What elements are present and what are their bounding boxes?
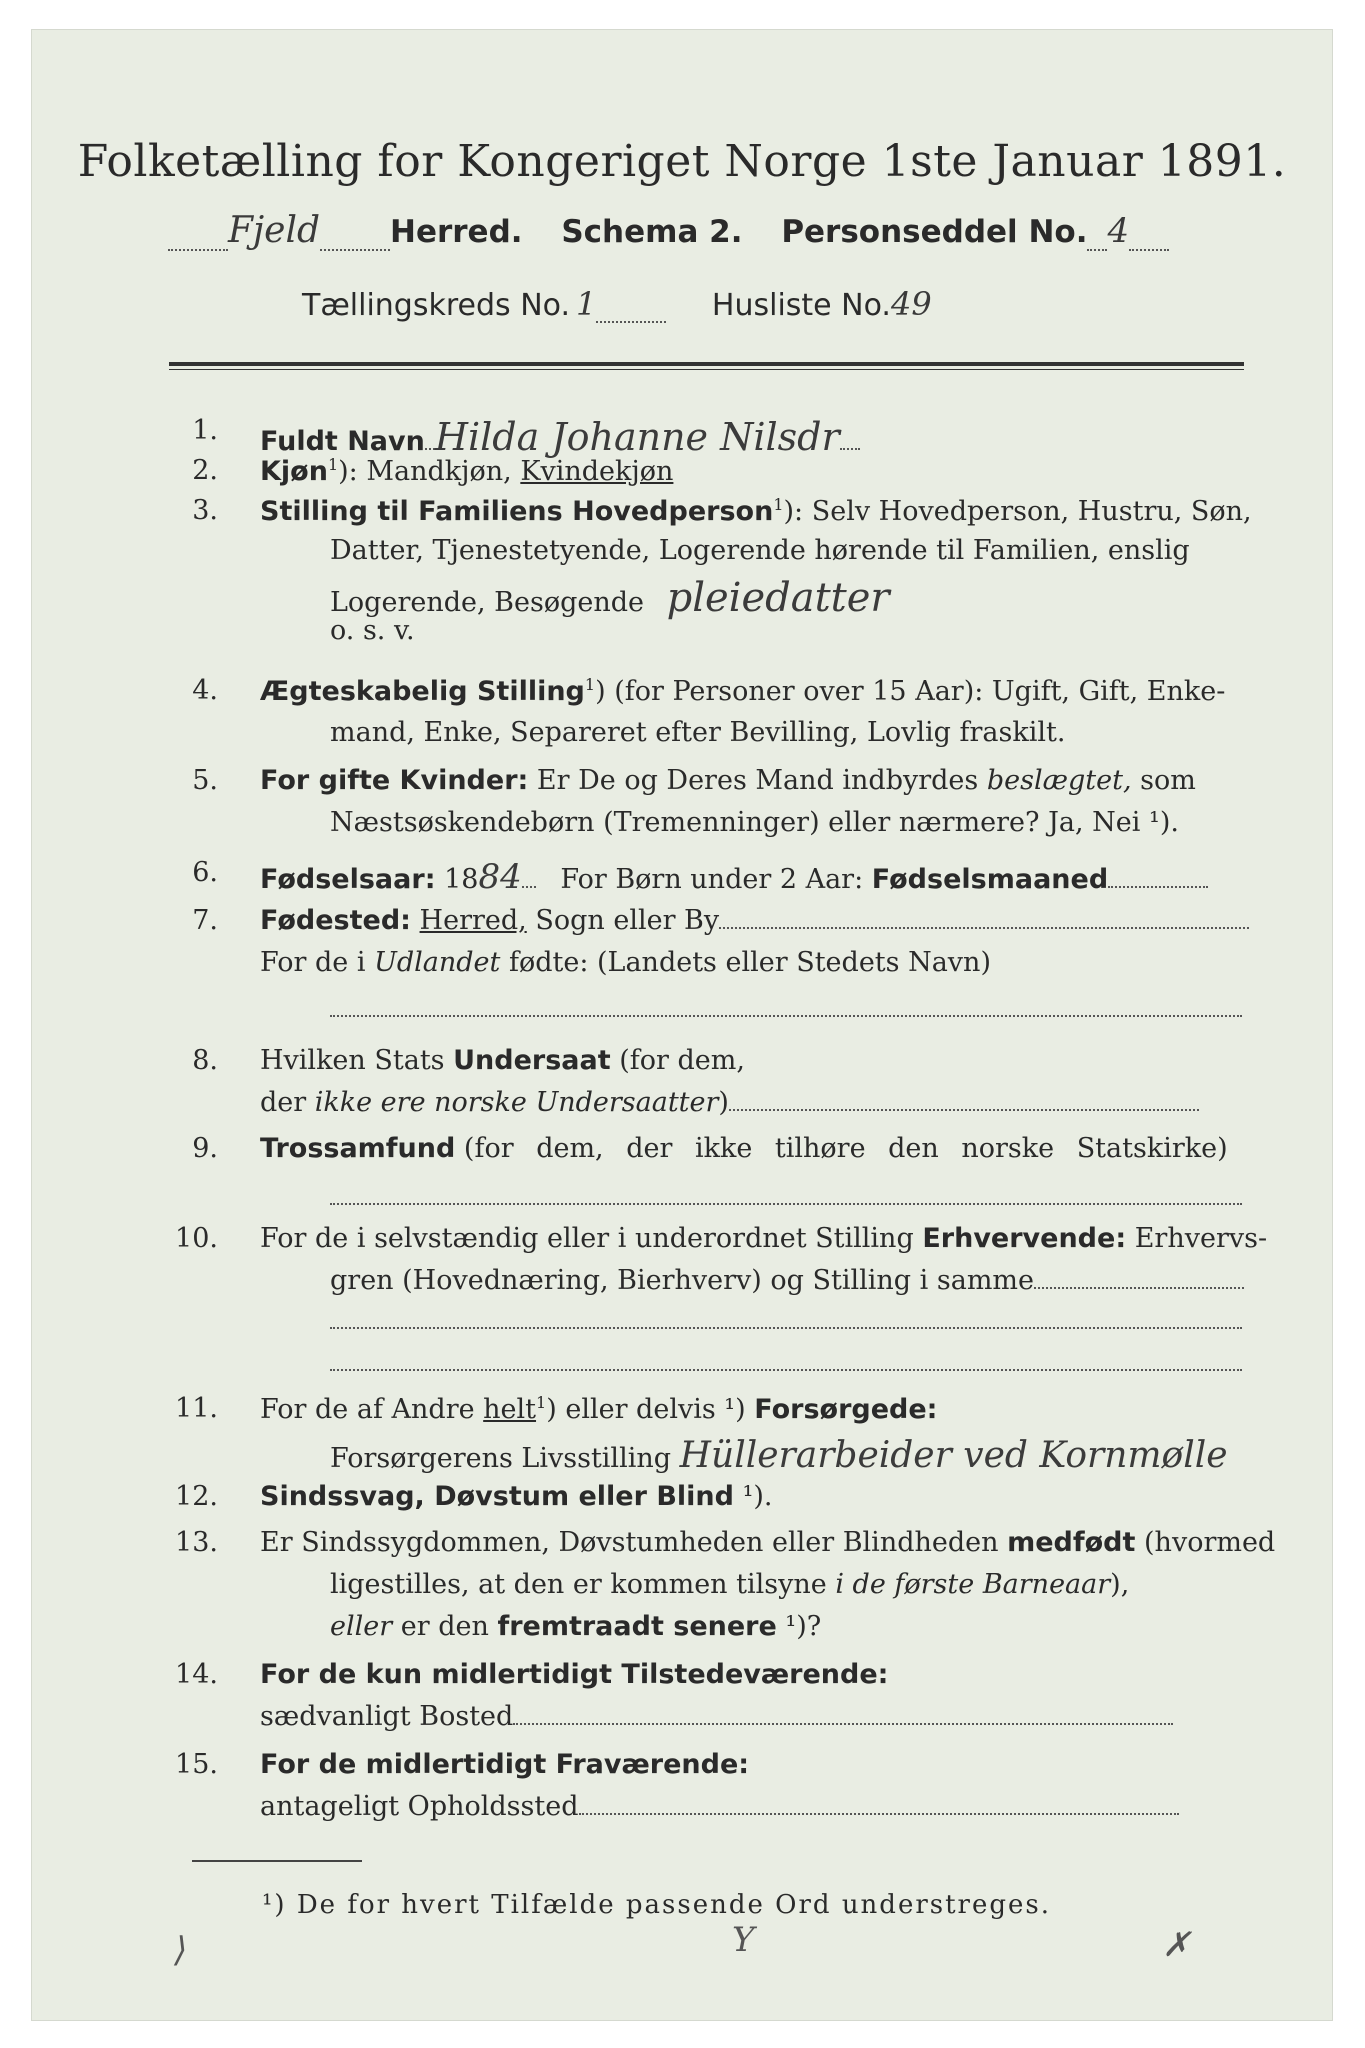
q10-line2: gren (Hovednæring, Bierhverv) og Stilling i samme	[330, 1265, 1035, 1296]
question-7-line2	[162, 947, 1242, 987]
q13-label2: fremtraadt senere	[497, 1611, 777, 1642]
q5-line2: Næstsøskendebørn (Tremenninger) eller nærmere? Ja, Nei ¹).	[330, 807, 1179, 838]
header-divider	[169, 362, 1244, 370]
q9-text: (for dem, der ikke tilhøre den norske Statskirke)	[463, 1133, 1228, 1164]
q3-sup: 1	[773, 495, 784, 514]
kreds-line	[302, 285, 932, 335]
kreds-no: 1	[576, 285, 597, 323]
q5-line1a: Er De og Deres Mand indbyrdes	[536, 765, 979, 796]
footnote: ¹) De for hvert Tilfælde passende Ord understreges.	[262, 1890, 1052, 1920]
q5-number: 5.	[192, 765, 218, 796]
q4-line1: ) (for Personer over 15 Aar): Ugift, Gift, Enke-	[595, 676, 1226, 707]
q3-line2: Datter, Tjenestetyende, Logerende hørende til Familien, enslig	[330, 535, 1190, 566]
q3-value: pleiedatter	[666, 575, 890, 621]
pencil-mark-right: ✗	[1162, 1925, 1191, 1965]
q6-label2: Fødselsmaaned	[871, 864, 1109, 895]
q3-line1: ): Selv Hovedperson, Hustru, Søn,	[783, 496, 1252, 527]
husliste-no: 49	[890, 285, 932, 323]
pencil-mark-left: ⟩	[174, 1930, 188, 1970]
question-8-line2: der ikke ere norske Undersaatter)	[162, 1087, 1242, 1127]
q11-number: 11.	[175, 1393, 218, 1424]
q10-number: 10.	[175, 1223, 218, 1254]
q15-line2: antageligt Opholdssted	[260, 1791, 579, 1822]
footnote-divider	[192, 1860, 362, 1862]
q6-prefix: 18	[444, 864, 479, 895]
q13-label: medfødt	[1007, 1527, 1136, 1558]
q1-label: Fuldt Navn	[260, 426, 425, 457]
q11-line2: Forsørgerens Livsstilling	[330, 1443, 672, 1474]
q14-label: For de kun midlertidigt Tilstedeværende:	[260, 1659, 889, 1690]
q2-label: Kjøn	[260, 456, 328, 487]
q5-label: For gifte Kvinder:	[260, 765, 529, 796]
q4-number: 4.	[192, 675, 218, 706]
pencil-mark-center: Y	[732, 1920, 755, 1960]
q3-line4: o. s. v.	[330, 615, 415, 646]
q4-label: Ægteskabelig Stilling	[260, 676, 585, 707]
q7-number: 7.	[192, 905, 218, 936]
q6-number: 6.	[192, 857, 218, 888]
question-5	[162, 765, 1242, 805]
q10-dots	[1034, 1287, 1244, 1289]
q7-text: Sogn eller By	[535, 905, 720, 936]
question-11-line2	[162, 1435, 1242, 1475]
herred-line	[168, 210, 1242, 270]
q2-text: ): Mandkjøn,	[338, 456, 512, 487]
q4-sup: 1	[584, 675, 596, 694]
q2-number: 2.	[192, 455, 218, 486]
q3-label: Stilling til Familiens Hovedperson	[260, 496, 774, 527]
personseddel-dots-2	[1129, 223, 1169, 251]
question-13-line2: ligestilles, at den er kommen tilsyne i de første Barneaar),	[330, 1569, 1130, 1600]
q13-text: Er Sindssygdommen, Døvstumheden eller Blindheden	[260, 1527, 999, 1558]
question-9	[162, 1133, 1242, 1173]
q15-dots	[579, 1813, 1179, 1815]
q14-dots	[513, 1723, 1173, 1725]
q7-label: Fødested:	[260, 905, 411, 936]
question-1	[162, 415, 1242, 459]
kreds-label: Tællingskreds No.	[302, 288, 570, 323]
q10-text2: Erhvervs-	[1134, 1223, 1268, 1254]
q14-number: 14.	[175, 1659, 218, 1690]
question-3-line2	[162, 535, 1242, 575]
q6-label: Fødselsaar:	[260, 864, 436, 895]
q2-sup: 1	[327, 455, 339, 474]
q8-line2a: der	[260, 1087, 307, 1118]
q9-answer-line	[330, 1203, 1242, 1205]
q15-label: For de midlertidigt Fraværende:	[260, 1749, 750, 1780]
q3-number: 3.	[192, 495, 218, 526]
q12-label: Sindssvag, Døvstum eller Blind	[260, 1481, 734, 1512]
q7-answer-line	[330, 1015, 1242, 1017]
question-11: 11. For de af Andre helt$^1$) eller delvis ¹) Forsørgede:	[162, 1393, 1242, 1433]
q10-answer-line	[330, 1327, 1242, 1329]
herred-value: Fjeld	[228, 210, 321, 251]
q1-number: 1.	[192, 415, 218, 446]
q6-dots-2	[1108, 886, 1208, 888]
herred-dots	[168, 223, 228, 251]
q8-line1b: (for dem,	[619, 1045, 745, 1076]
q8-line2b: ikke ere norske Undersaatter	[314, 1087, 719, 1118]
q7-line2a: For de i	[260, 947, 366, 978]
herred-label: Herred.	[390, 214, 523, 250]
q13-text2: (hvormed	[1144, 1527, 1276, 1558]
q10-label: Erhvervende:	[922, 1223, 1127, 1254]
form-title: Folketælling for Kongeriget Norge 1ste Januar 1891.	[77, 136, 1287, 187]
q4-line2: mand, Enke, Separeret efter Bevilling, Lovlig fraskilt.	[330, 717, 1066, 748]
q10-answer-line-2	[330, 1369, 1242, 1371]
q8-line1a: Hvilken Stats	[260, 1045, 445, 1076]
q8-number: 8.	[192, 1045, 218, 1076]
question-3-line3	[162, 575, 1242, 621]
question-4-line2	[162, 717, 1242, 757]
census-form	[32, 30, 1332, 2020]
herred-dots-2	[320, 223, 390, 251]
question-14	[162, 1659, 1242, 1699]
q11-value: Hüllerarbeider ved Kornmølle	[679, 1435, 1228, 1476]
q10-text: For de i selvstændig eller i underordnet Stilling	[260, 1223, 914, 1254]
question-7	[162, 905, 1242, 945]
q13-line3c: ¹)?	[785, 1611, 822, 1642]
question-8	[162, 1045, 1242, 1085]
kreds-dots	[596, 295, 666, 323]
q2-selected: Kvindekjøn	[520, 456, 674, 487]
question-3-line4	[162, 615, 1242, 655]
q13-line2b: i de første Barneaar	[835, 1569, 1111, 1600]
q11-text2: ) eller delvis ¹)	[546, 1394, 746, 1425]
question-4	[162, 675, 1242, 715]
q1-dots-2	[840, 448, 860, 450]
q5-line1c: som	[1140, 765, 1196, 796]
q13-number: 13.	[175, 1527, 218, 1558]
q6-text: For Børn under 2 Aar:	[560, 864, 864, 895]
schema-label: Schema 2.	[561, 214, 743, 250]
question-3	[162, 495, 1252, 535]
question-12	[162, 1481, 1242, 1521]
q9-label: Trossamfund	[260, 1133, 456, 1164]
question-14-line2	[162, 1701, 1242, 1741]
question-15-line2	[162, 1791, 1242, 1831]
q11-selected: helt	[483, 1394, 537, 1425]
question-13-line3	[162, 1611, 1242, 1651]
q6-dots	[522, 886, 536, 888]
q7-dots	[719, 927, 1249, 929]
q14-line2: sædvanligt Bosted	[260, 1701, 514, 1732]
q12-number: 12.	[175, 1481, 218, 1512]
q3-line3: Logerende, Besøgende	[330, 587, 644, 618]
q8-label: Undersaat	[453, 1045, 611, 1076]
q15-number: 15.	[175, 1749, 218, 1780]
question-13	[162, 1527, 1276, 1567]
question-6	[162, 857, 1242, 897]
q6-value: 84	[478, 857, 522, 897]
q13-line2a: ligestilles, at den er kommen tilsyne	[330, 1569, 827, 1600]
husliste-label: Husliste No.	[711, 288, 891, 323]
q8-dots	[729, 1109, 1199, 1111]
question-10-line2	[162, 1265, 1242, 1305]
q7-line2c: fødte: (Landets eller Stedets Navn)	[508, 947, 991, 978]
q1-value: Hilda Johanne Nilsdr	[434, 415, 840, 459]
personseddel-no: 4	[1107, 211, 1130, 251]
q7-selected: Herred,	[419, 905, 527, 936]
q12-end: ¹).	[742, 1481, 773, 1512]
question-2	[162, 455, 1242, 495]
q9-number: 9.	[192, 1133, 218, 1164]
q7-line2b: Udlandet	[374, 947, 501, 978]
q5-line1b: beslægtet,	[986, 765, 1132, 796]
q11-text: For de af Andre	[260, 1394, 475, 1425]
question-5-line2	[162, 807, 1242, 847]
q13-line3a: eller	[330, 1611, 393, 1642]
question-10	[162, 1223, 1268, 1263]
q1-dots	[425, 448, 435, 450]
q13-line3b: er den	[400, 1611, 489, 1642]
question-15	[162, 1749, 1242, 1789]
q11-label: Forsørgede:	[754, 1394, 938, 1425]
personseddel-dots	[1087, 223, 1107, 251]
personseddel-label: Personseddel No.	[781, 214, 1088, 250]
